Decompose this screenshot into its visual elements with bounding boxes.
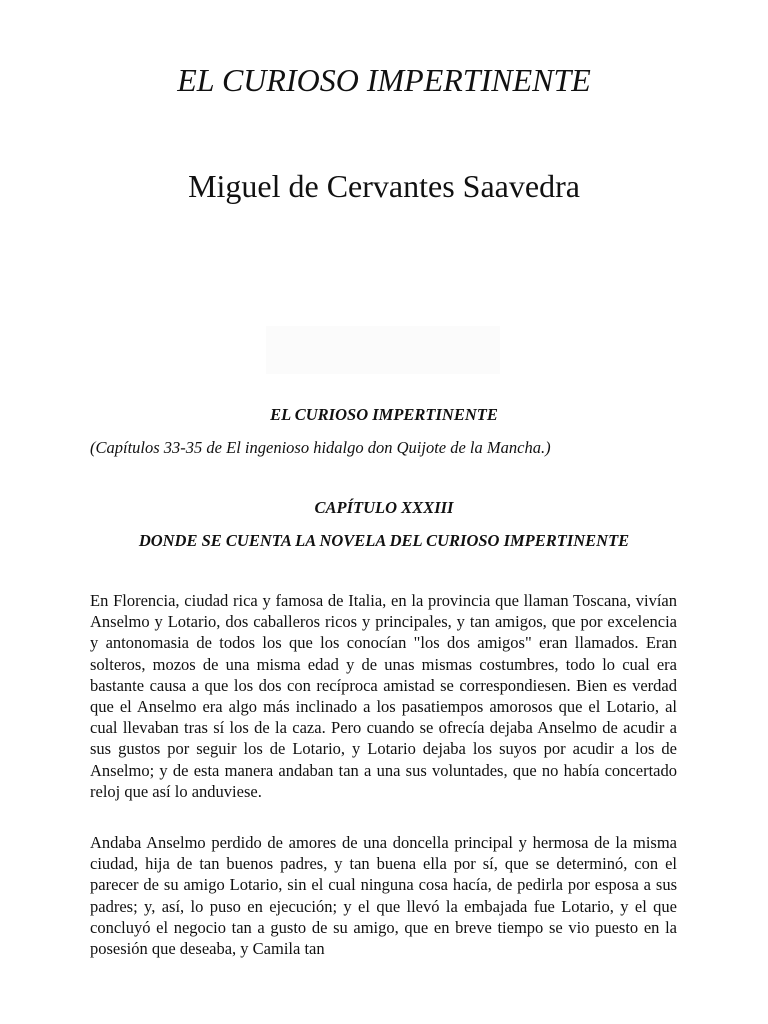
chapter-number: CAPÍTULO XXXIII (314, 498, 454, 517)
book-author: Miguel de Cervantes Saavedra (188, 168, 580, 204)
body-paragraph-1: En Florencia, ciudad rica y famosa de Italia, en la provincia que llaman Toscana, vivían Anselmo y Lotario, dos caballeros ricos y principales, y tan amigos, que por excelencia y antonomasia de todos los que los conocían "los dos amigos" eran llamados. Eran solteros, mozos de una misma edad y de unas mismas costumbres, todo lo cual era bastante causa a que los dos con recíproca amistad se correspondiesen. Bien es verdad que el Anselmo era algo más inclinado a los pasatiempos amorosos que el Lotario, al cual llevaban tras sí los de la caza. Pero cuando se ofrecía dejaba Anselmo de acudir a sus gustos por seguir los de Lotario, y Lotario dejaba los suyos por acudir a los de Anselmo; y de esta manera andaban tan a una sus voluntades, que no había concertado reloj que así lo anduviese. (90, 591, 677, 801)
book-title: EL CURIOSO IMPERTINENTE (177, 62, 591, 98)
chapter-title: DONDE SE CUENTA LA NOVELA DEL CURIOSO IMPERTINENTE (138, 531, 630, 550)
section-subtitle: (Capítulos 33-35 de El ingenioso hidalgo don Quijote de la Mancha.) (90, 438, 551, 457)
blank-image-area (266, 326, 500, 374)
body-paragraph-2: Andaba Anselmo perdido de amores de una doncella principal y hermosa de la misma ciudad, hija de tan buenos padres, y tan buena ella por sí, que se determinó, con el parecer de su amigo Lotario, sin el cual ninguna cosa hacía, de pedirla por esposa a sus padres; y, así, lo puso en ejecución; y el que llevó la embajada fue Lotario, y el que concluyó el negocio tan a gusto de su amigo, que en breve tiempo se vio puesto en la posesión que deseaba, y Camila tan (90, 833, 677, 959)
section-title: EL CURIOSO IMPERTINENTE (270, 405, 498, 424)
